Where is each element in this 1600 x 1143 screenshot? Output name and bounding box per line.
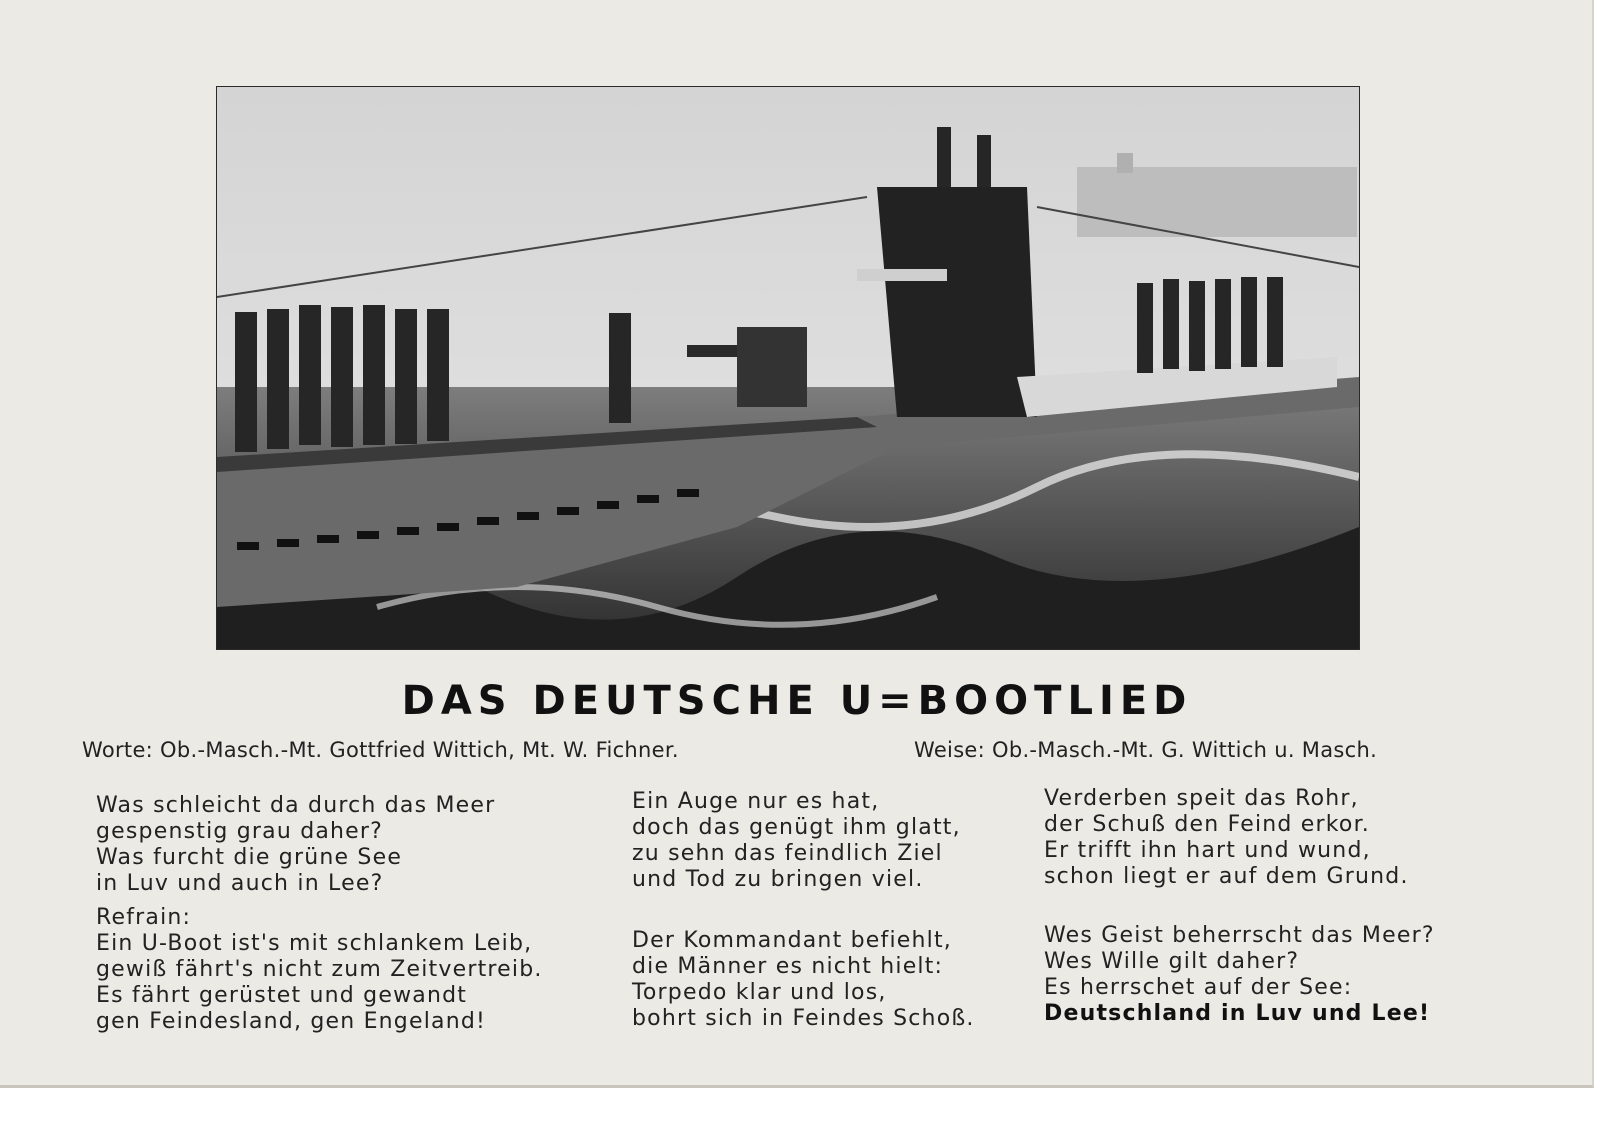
- verse-1: [96, 793, 495, 897]
- verse-line: Wes Wille gilt daher?: [1044, 949, 1300, 974]
- submarine-photo: [216, 86, 1360, 650]
- refrain-line: Ein U-Boot ist's mit schlankem Leib,: [96, 931, 533, 956]
- lyrics-credit: Worte: Ob.-Masch.-Mt. Gottfried Wittich, Mt. W. Fichner.: [82, 738, 679, 762]
- final-line: Deutschland in Luv und Lee!: [1044, 1001, 1431, 1026]
- verse-line: Verderben speit das Rohr,: [1044, 786, 1359, 811]
- song-title: DAS DEUTSCHE U=BOOTLIED: [401, 678, 1193, 724]
- refrain-line: gewiß fährt's nicht zum Zeitvertreib.: [96, 957, 543, 982]
- verse-line: bohrt sich in Feindes Schoß.: [632, 1006, 975, 1031]
- verse-line: Ein Auge nur es hat,: [632, 789, 880, 814]
- verse-4: [1044, 786, 1409, 890]
- verse-line: doch das genügt ihm glatt,: [632, 815, 961, 840]
- verse-line: Der Kommandant befiehlt,: [632, 928, 952, 953]
- verse-line: Wes Geist beherrscht das Meer?: [1044, 923, 1435, 948]
- verse-line: zu sehn das feindlich Ziel: [632, 841, 943, 866]
- verse-line: der Schuß den Feind erkor.: [1044, 812, 1370, 837]
- refrain-label: [96, 905, 191, 931]
- verse-line: Torpedo klar und los,: [632, 980, 887, 1005]
- refrain-heading: Refrain:: [96, 905, 192, 930]
- refrain-line: Es fährt gerüstet und gewandt: [96, 983, 468, 1008]
- refrain-line: gen Feindesland, gen Engeland!: [96, 1009, 487, 1034]
- verse-line: Was schleicht da durch das Meer: [96, 793, 496, 818]
- verse-line: die Männer es nicht hielt:: [632, 954, 944, 979]
- verse-line: gespenstig grau daher?: [96, 819, 384, 844]
- melody-credit: Weise: Ob.-Masch.-Mt. G. Wittich u. Masch.: [914, 738, 1378, 762]
- verse-line: Was furcht die grüne See: [96, 845, 403, 870]
- refrain: [96, 931, 543, 1035]
- verse-line: Er trifft ihn hart und wund,: [1044, 838, 1371, 863]
- verse-2: [632, 789, 961, 893]
- verse-line: in Luv und auch in Lee?: [96, 871, 384, 896]
- verse-line: Es herrschet auf der See:: [1044, 975, 1353, 1000]
- verse-5: [1044, 923, 1435, 1027]
- verse-3: [632, 928, 975, 1032]
- verse-line: und Tod zu bringen viel.: [632, 867, 924, 892]
- verse-line: schon liegt er auf dem Grund.: [1044, 864, 1409, 889]
